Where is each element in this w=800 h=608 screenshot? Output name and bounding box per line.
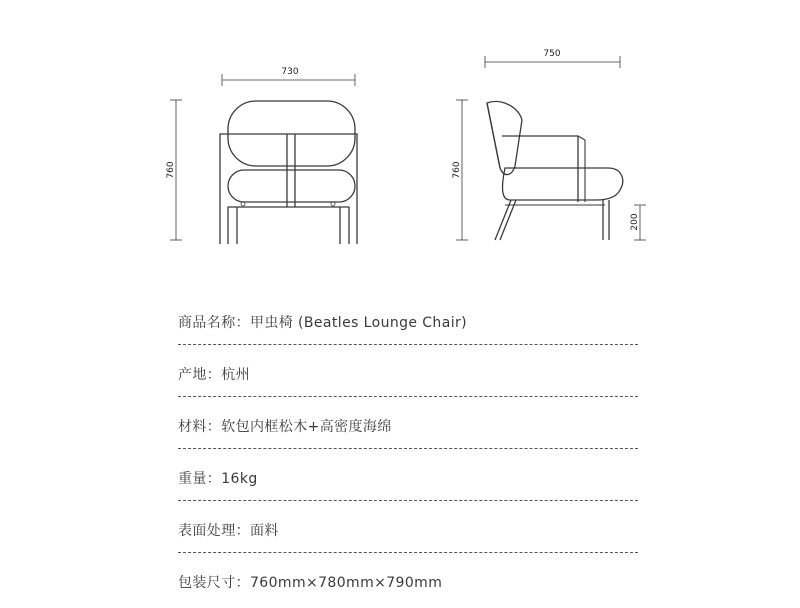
spec-value: 16kg [221,471,258,487]
side-view-drawing [456,56,646,240]
spec-list [178,296,638,608]
side-seat-height-label: 200 [630,213,640,231]
spec-label: 表面处理： [178,523,250,539]
spec-row-weight [178,452,638,504]
dashed-divider [178,448,638,449]
spec-label: 材料： [178,419,222,435]
spec-row-origin [178,348,638,400]
dashed-divider [178,500,638,501]
side-depth-label: 750 [543,49,561,59]
dashed-divider [178,396,638,397]
spec-value: 760mm×780mm×790mm [250,575,443,591]
spec-label: 重量： [178,471,222,487]
spec-row-material [178,400,638,452]
front-width-label: 730 [281,67,299,77]
side-height-label: 760 [452,161,462,179]
spec-label: 产地： [178,367,222,383]
spec-row-finish [178,504,638,556]
spec-label: 商品名称： [178,315,250,331]
spec-value: 软包内框松木+高密度海绵 [221,419,392,435]
spec-label: 包装尺寸： [178,575,250,591]
front-view-drawing [170,74,357,244]
spec-row-package-size [178,556,638,608]
dashed-divider [178,552,638,553]
dashed-divider [178,344,638,345]
spec-row-product-name [178,296,638,348]
front-height-label: 760 [166,161,176,179]
chair-dimension-drawings [0,0,800,270]
spec-value: 面料 [250,523,279,539]
spec-value: 杭州 [221,367,251,383]
spec-value: 甲虫椅 (Beatles Lounge Chair) [250,315,467,331]
